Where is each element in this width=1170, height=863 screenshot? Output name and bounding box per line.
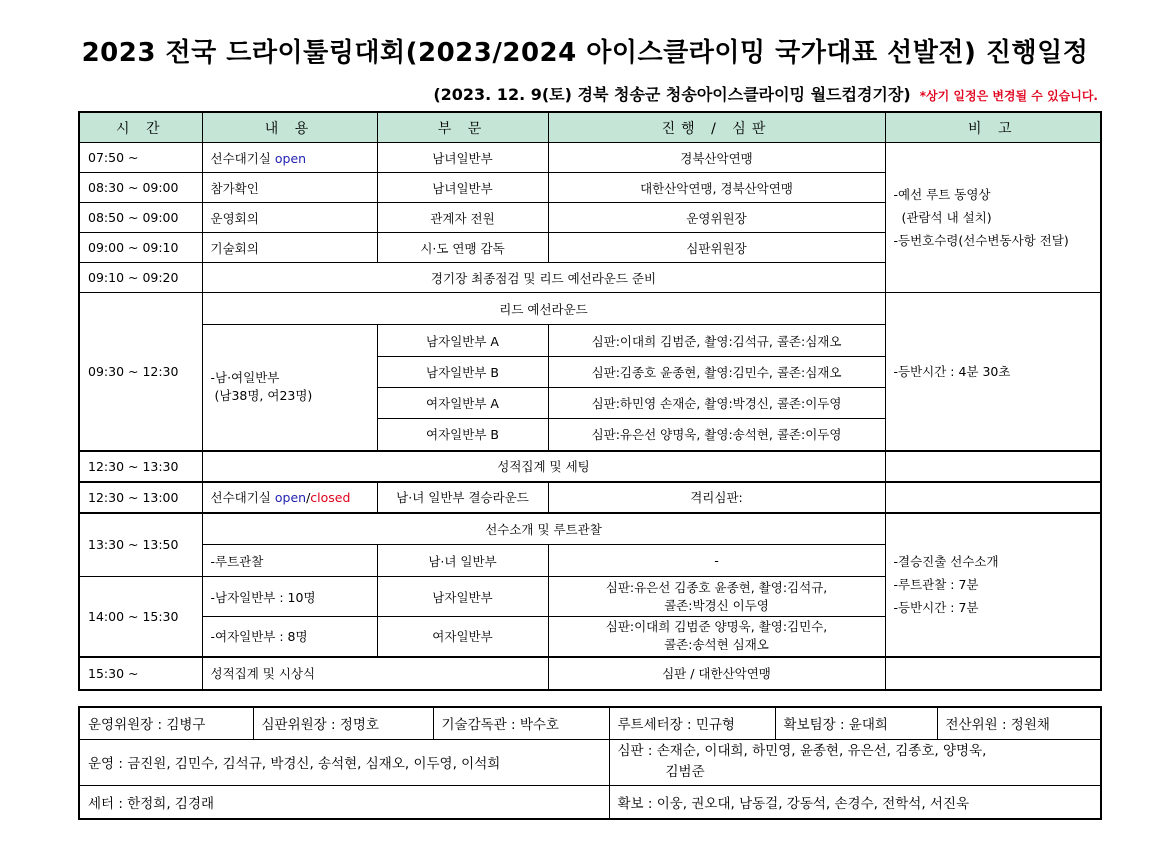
table-row [79,143,1101,173]
time-cell: 14:00 ~ 15:30 [79,577,202,657]
staff-cell: 루트세터장 : 민규형 [609,707,775,739]
note-line: -등반시간 : 7분 [893,600,979,615]
note-cell: -등반시간 : 4분 30초 [885,293,1101,451]
division-cell: 남·녀 일반부 결승라운드 [377,482,548,513]
progress-cell: 격리심판: [548,482,885,513]
division-cell: 여자일반부 [377,617,548,657]
progress-cell [548,577,885,617]
progress-cell: 심판:하민영 손재순, 촬영:박경신, 콜존:이두영 [548,388,885,419]
page-title: 2023 전국 드라이툴링대회(2023/2024 아이스클라이밍 국가대표 선발전) 진행일정 [81,38,1089,68]
staff-row [79,785,1101,819]
division-cell: 여자일반부 A [377,388,548,419]
progress-cell: 운영위원장 [548,203,885,233]
note-line: -등번호수령(선수변동사항 전달) [893,233,1069,248]
staff-cell: 확보팀장 : 윤대희 [775,707,937,739]
status-separator: / [306,490,311,505]
open-status: open [274,150,307,166]
note-line: -루트관찰 : 7분 [893,577,979,592]
judges-line: 심판 : 손재순, 이대희, 하민영, 윤종현, 유은선, 김종호, 양명욱, [617,743,987,759]
progress-cell: 심판:이대희 김범준, 촬영:김석규, 콜존:심재오 [548,325,885,357]
progress-line: 심판:유은선 김종호 윤종현, 촬영:김석규, [605,579,828,595]
time-cell: 09:30 ~ 12:30 [79,293,202,451]
content-cell [202,482,377,513]
note-cell [885,143,1101,293]
table-row [79,451,1101,482]
merged-cell: 경기장 최종점검 및 리드 예선라운드 준비 [202,263,885,293]
time-cell: 07:50 ~ [79,143,202,173]
note-line: -결승진출 선수소개 [893,554,999,569]
note-cell [885,657,1101,690]
note-cell [885,513,1101,657]
note-cell [885,451,1101,482]
content-cell: 성적집계 및 시상식 [202,657,548,690]
staff-cell: 기술감독관 : 박수호 [433,707,609,739]
content-line: -남·여일반부 [210,370,280,386]
judges-staff [609,739,1101,785]
schedule-change-notice: *상기 일정은 변경될 수 있습니다. [919,89,1098,103]
event-date-venue: (2023. 12. 9(토) 경북 청송군 청송아이스클라이밍 월드컵경기장) [433,85,911,104]
header-progress: 진행 / 심판 [548,112,885,143]
division-cell: 남녀일반부 [377,143,548,173]
note-line: (관람석 내 설치) [901,210,992,225]
progress-line: 콜존:송석현 심재오 [664,637,769,653]
content-text: 선수대기실 [210,490,275,505]
note-line: -예선 루트 동영상 [893,187,991,202]
content-cell: 운영회의 [202,203,377,233]
staff-cell: 심판위원장 : 정명호 [253,707,433,739]
content-cell: -남자일반부 : 10명 [202,577,377,617]
time-cell: 09:00 ~ 09:10 [79,233,202,263]
time-cell: 13:30 ~ 13:50 [79,513,202,577]
closed-status: closed [310,490,351,505]
event-info [433,82,1098,105]
time-cell: 15:30 ~ [79,657,202,690]
staff-row [79,739,1101,785]
progress-line: 심판:이대희 김범준 양명욱, 촬영:김민수, [605,619,828,635]
setters-staff: 세터 : 한정희, 김경래 [79,785,609,819]
table-row [79,293,1101,325]
division-cell: 여자일반부 B [377,419,548,451]
header-note: 비 고 [885,112,1101,143]
time-cell: 12:30 ~ 13:00 [79,482,202,513]
belay-staff: 확보 : 이웅, 권오대, 남동걸, 강동석, 손경수, 전학석, 서진욱 [609,785,1101,819]
table-row [79,657,1101,690]
content-cell: -여자일반부 : 8명 [202,617,377,657]
content-cell [202,143,377,173]
time-cell: 12:30 ~ 13:30 [79,451,202,482]
section-heading: 리드 예선라운드 [202,293,885,325]
division-cell: 남자일반부 B [377,357,548,388]
division-cell: 남자일반부 [377,577,548,617]
progress-cell: 경북산악연맹 [548,143,885,173]
progress-cell: 심판위원장 [548,233,885,263]
content-cell: -루트관찰 [202,545,377,577]
open-status: open [274,490,307,505]
staff-row [79,707,1101,739]
progress-line: 콜존:박경신 이두영 [664,597,769,613]
operations-staff: 운영 : 금진원, 김민수, 김석규, 박경신, 송석현, 심재오, 이두영, 이석희 [79,739,609,785]
progress-cell [548,617,885,657]
division-cell: 남녀일반부 [377,173,548,203]
content-cell: 기술회의 [202,233,377,263]
table-row [79,513,1101,545]
progress-cell: 심판:김종호 윤종현, 촬영:김민수, 콜존:심재오 [548,357,885,388]
time-cell: 08:50 ~ 09:00 [79,203,202,233]
progress-cell: - [548,545,885,577]
table-row [79,482,1101,513]
progress-cell: 심판:유은선 양명욱, 촬영:송석현, 콜존:이두영 [548,419,885,451]
progress-cell: 심판 / 대한산악연맹 [548,657,885,690]
time-cell: 08:30 ~ 09:00 [79,173,202,203]
schedule-header-row [79,112,1101,143]
header-division: 부 문 [377,112,548,143]
staff-cell: 운영위원장 : 김병구 [79,707,253,739]
judges-line: 김범준 [665,764,705,780]
staff-table [78,706,1102,820]
content-cell: 참가확인 [202,173,377,203]
section-heading: 선수소개 및 루트관찰 [202,513,885,545]
merged-cell: 성적집계 및 세팅 [202,451,885,482]
division-cell: 관계자 전원 [377,203,548,233]
header-time: 시 간 [79,112,202,143]
note-cell [885,482,1101,513]
content-line: (남38명, 여23명) [214,388,313,404]
content-text: 선수대기실 [210,150,275,166]
progress-cell: 대한산악연맹, 경북산악연맹 [548,173,885,203]
staff-cell: 전산위원 : 정원채 [937,707,1101,739]
header-content: 내 용 [202,112,377,143]
content-cell [202,325,377,451]
division-cell: 시·도 연맹 감독 [377,233,548,263]
schedule-table [78,111,1102,691]
division-cell: 남·녀 일반부 [377,545,548,577]
time-cell: 09:10 ~ 09:20 [79,263,202,293]
division-cell: 남자일반부 A [377,325,548,357]
